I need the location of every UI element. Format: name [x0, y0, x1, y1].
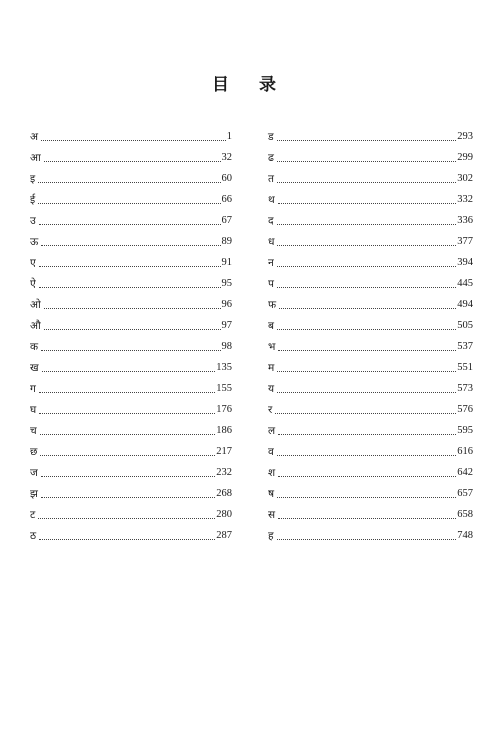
dot-leader — [44, 307, 221, 309]
toc-entry-letter: ड — [268, 131, 274, 143]
toc-entry-page-number: 95 — [221, 278, 232, 289]
toc-entry-page-number: 505 — [457, 320, 473, 331]
toc-column-right — [268, 123, 473, 543]
dot-leader — [44, 160, 221, 162]
dot-leader — [41, 475, 215, 477]
toc-entry-letter: त — [268, 173, 274, 185]
dot-leader — [277, 538, 457, 540]
toc-entry-letter: र — [268, 404, 273, 416]
toc-entry-letter: आ — [30, 152, 41, 164]
toc-entry[interactable] — [268, 480, 473, 501]
toc-entry[interactable] — [30, 228, 232, 249]
toc-entry-page-number: 394 — [457, 257, 473, 268]
toc-entry-letter: घ — [30, 404, 37, 416]
toc-entry[interactable] — [30, 396, 232, 417]
toc-entry-letter: ढ — [268, 152, 274, 164]
toc-entry-letter: उ — [30, 215, 36, 227]
toc-entry[interactable] — [268, 333, 473, 354]
toc-entry[interactable] — [268, 228, 473, 249]
dot-leader — [277, 181, 456, 183]
toc-entry-page-number: 332 — [457, 194, 473, 205]
toc-entry[interactable] — [30, 354, 232, 375]
toc-entry-letter: फ — [268, 299, 277, 311]
toc-entry[interactable] — [30, 123, 232, 144]
toc-entry-page-number: 280 — [216, 509, 232, 520]
toc-entry-letter: प — [268, 278, 274, 290]
toc-entry-page-number: 336 — [457, 215, 473, 226]
toc-entry-page-number: 232 — [216, 467, 232, 478]
dot-leader — [44, 328, 221, 330]
toc-column-left — [30, 123, 232, 543]
toc-entry[interactable] — [268, 501, 473, 522]
dot-leader — [277, 244, 456, 246]
toc-entry-page-number: 96 — [221, 299, 232, 310]
toc-entry-page-number: 176 — [216, 404, 232, 415]
toc-entry[interactable] — [30, 459, 232, 480]
toc-entry-letter: ऐ — [30, 278, 36, 290]
toc-entry-letter: ई — [30, 194, 36, 206]
toc-entry[interactable] — [30, 375, 232, 396]
toc-entry[interactable] — [30, 480, 232, 501]
toc-entry[interactable] — [268, 186, 473, 207]
toc-entry-letter: ष — [268, 488, 275, 500]
dot-leader — [38, 181, 220, 183]
toc-entry-page-number: 573 — [457, 383, 473, 394]
dot-leader — [277, 496, 456, 498]
toc-entry[interactable] — [30, 417, 232, 438]
toc-entry-letter: ब — [268, 320, 274, 332]
toc-entry[interactable] — [30, 291, 232, 312]
dot-leader — [278, 475, 456, 477]
toc-entry[interactable] — [30, 438, 232, 459]
toc-entry-letter: श — [268, 467, 276, 479]
toc-entry-page-number: 60 — [221, 173, 232, 184]
dot-leader — [278, 349, 456, 351]
toc-entry-letter: झ — [30, 488, 38, 500]
toc-entry-letter: ऊ — [30, 236, 39, 248]
toc-entry-page-number: 135 — [216, 362, 232, 373]
toc-entry-page-number: 66 — [221, 194, 232, 205]
dot-leader — [41, 349, 220, 351]
toc-entry-page-number: 642 — [457, 467, 473, 478]
toc-entry-letter: भ — [268, 341, 276, 353]
toc-entry[interactable] — [268, 375, 473, 396]
dot-leader — [41, 244, 220, 246]
toc-entry[interactable] — [268, 522, 473, 543]
toc-entry-page-number: 32 — [221, 152, 232, 163]
toc-entry-letter: औ — [30, 320, 41, 332]
dot-leader — [277, 370, 456, 372]
toc-entry-page-number: 302 — [457, 173, 473, 184]
dot-leader — [279, 307, 456, 309]
toc-entry-letter: ओ — [30, 299, 41, 311]
toc-entry-letter: ह — [268, 530, 274, 542]
toc-entry-page-number: 576 — [457, 404, 473, 415]
toc-entry[interactable] — [268, 312, 473, 333]
dot-leader — [277, 139, 457, 141]
toc-entry[interactable] — [30, 186, 232, 207]
toc-entry-page-number: 155 — [216, 383, 232, 394]
toc-entry-letter: स — [268, 509, 276, 521]
toc-entry-page-number: 616 — [457, 446, 473, 457]
toc-entry[interactable] — [268, 417, 473, 438]
dot-leader — [38, 202, 220, 204]
toc-entry-letter: य — [268, 383, 275, 395]
toc-entry-letter: द — [268, 215, 274, 227]
toc-entry-letter: क — [30, 341, 39, 353]
dot-leader — [277, 391, 456, 393]
toc-entry-page-number: 97 — [221, 320, 232, 331]
toc-entry-letter: व — [268, 446, 274, 458]
dot-leader — [39, 391, 215, 393]
dot-leader — [40, 433, 216, 435]
toc-entry-page-number: 89 — [221, 236, 232, 247]
toc-entry-page-number: 186 — [216, 425, 232, 436]
toc-entry-letter: अ — [30, 131, 39, 143]
toc-entry[interactable] — [30, 522, 232, 543]
toc-entry[interactable] — [268, 165, 473, 186]
toc-entry-page-number: 445 — [457, 278, 473, 289]
toc-entry[interactable] — [30, 333, 232, 354]
dot-leader — [275, 412, 456, 414]
toc-entry[interactable] — [30, 165, 232, 186]
toc-entry-page-number: 595 — [457, 425, 473, 436]
dot-leader — [39, 265, 221, 267]
toc-entry[interactable] — [268, 123, 473, 144]
dot-leader — [39, 412, 215, 414]
toc-entry-letter: च — [30, 425, 37, 437]
toc-entry[interactable] — [30, 207, 232, 228]
dot-leader — [39, 286, 221, 288]
dot-leader — [41, 139, 226, 141]
toc-entry[interactable] — [30, 144, 232, 165]
toc-entry[interactable] — [268, 249, 473, 270]
toc-entry-page-number: 293 — [457, 131, 473, 142]
toc-entry[interactable] — [30, 249, 232, 270]
toc-entry-letter: इ — [30, 173, 36, 185]
toc-entry-letter: ग — [30, 383, 36, 395]
toc-entry-page-number: 658 — [457, 509, 473, 520]
toc-entry-page-number: 748 — [457, 530, 473, 541]
dot-leader — [278, 517, 456, 519]
toc-entry-letter: न — [268, 257, 274, 269]
toc-entry[interactable] — [268, 354, 473, 375]
toc-entry[interactable] — [268, 396, 473, 417]
dot-leader — [41, 496, 215, 498]
toc-entry-letter: ट — [30, 509, 36, 521]
dot-leader — [39, 223, 221, 225]
toc-entry-page-number: 377 — [457, 236, 473, 247]
toc-entry[interactable] — [268, 291, 473, 312]
toc-entry-page-number: 287 — [216, 530, 232, 541]
toc-entry[interactable] — [268, 459, 473, 480]
toc-entry-page-number: 494 — [457, 299, 473, 310]
toc-entry[interactable] — [30, 312, 232, 333]
dot-leader — [277, 328, 456, 330]
toc-entry[interactable] — [268, 144, 473, 165]
toc-entry-page-number: 268 — [216, 488, 232, 499]
toc-entry-page-number: 657 — [457, 488, 473, 499]
toc-entry-letter: म — [268, 362, 275, 374]
toc-entry-letter: ल — [268, 425, 276, 437]
toc-entry[interactable] — [30, 501, 232, 522]
toc-entry-letter: छ — [30, 446, 38, 458]
toc-entry-page-number: 91 — [221, 257, 232, 268]
dot-leader — [40, 454, 215, 456]
dot-leader — [42, 370, 216, 372]
toc-entry-page-number: 537 — [457, 341, 473, 352]
toc-entry-page-number: 299 — [457, 152, 473, 163]
dot-leader — [277, 223, 457, 225]
dot-leader — [277, 160, 456, 162]
dot-leader — [277, 265, 456, 267]
toc-entry-page-number: 1 — [226, 131, 232, 142]
dot-leader — [277, 286, 456, 288]
toc-entry-letter: ध — [268, 236, 275, 248]
dot-leader — [38, 517, 215, 519]
dot-leader — [278, 202, 457, 204]
toc-entry-letter: ख — [30, 362, 39, 374]
dot-leader — [278, 433, 456, 435]
toc-entry[interactable] — [268, 438, 473, 459]
toc-entry-page-number: 551 — [457, 362, 473, 373]
toc-entry-page-number: 98 — [221, 341, 232, 352]
dot-leader — [277, 454, 456, 456]
toc-entry-letter: ज — [30, 467, 38, 479]
dot-leader — [39, 538, 215, 540]
toc-entry-letter: ठ — [30, 530, 37, 542]
toc-entry-page-number: 67 — [221, 215, 232, 226]
toc-entry-letter: ए — [30, 257, 36, 269]
toc-entry[interactable] — [268, 207, 473, 228]
page-title: 目 录 — [212, 75, 288, 95]
toc-entry[interactable] — [30, 270, 232, 291]
toc-entry[interactable] — [268, 270, 473, 291]
toc-entry-page-number: 217 — [216, 446, 232, 457]
toc-entry-letter: थ — [268, 194, 275, 206]
